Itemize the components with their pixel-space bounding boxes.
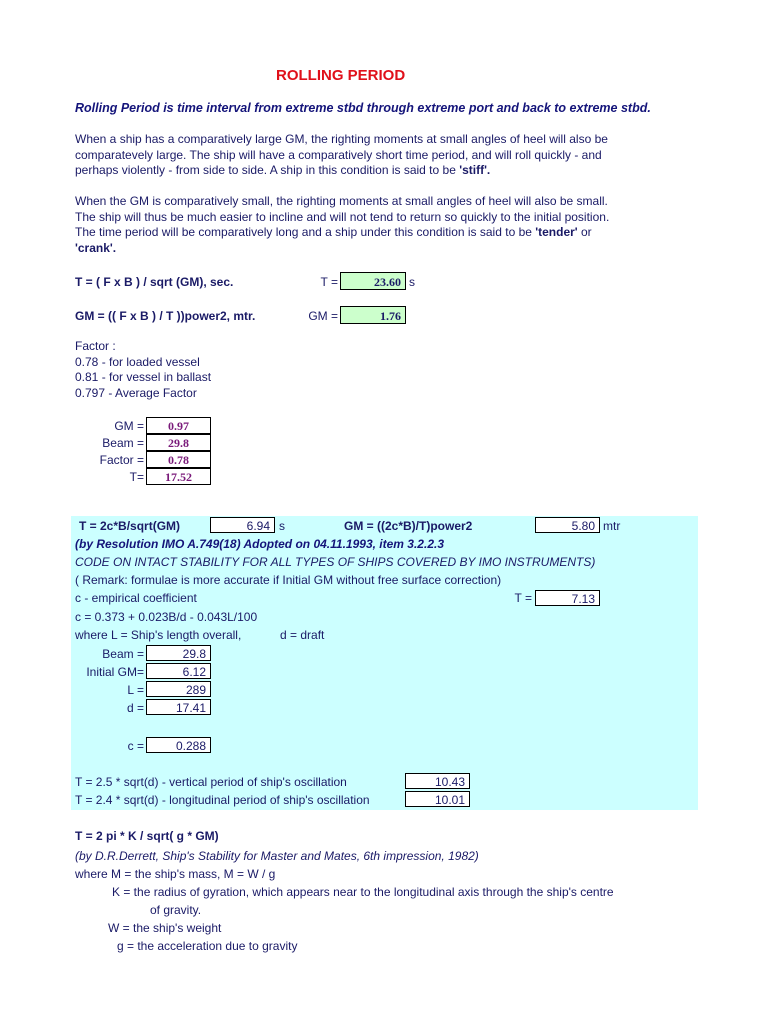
imo-resolution: (by Resolution IMO A.749(18) Adopted on 04.11.1993, item 3.2.2.3 (75, 537, 444, 551)
para2-line1: When the GM is comparatively small, the righting moments at small angles of heel will also be small. (75, 194, 608, 208)
t-unit: s (409, 275, 415, 289)
imo-c-desc: c - empirical coefficient (75, 591, 197, 605)
imo-initial-gm-label: Initial GM= (86, 665, 144, 679)
derrett-k-line2: of gravity. (150, 903, 202, 917)
gm-input-cell[interactable]: 0.97 (146, 417, 211, 434)
gm-input-label: GM = (114, 419, 144, 433)
derrett-k-line1: K = the radius of gyration, which appears near to the longitudinal axis through the ship's centre (112, 885, 614, 899)
imo-where-l: where L = Ship's length overall, (75, 628, 242, 642)
imo-t2-cell[interactable]: 7.13 (535, 590, 600, 606)
paragraph-tender (75, 194, 609, 256)
t-result-cell[interactable]: 23.60 (340, 272, 406, 290)
formula-gm-text: GM = (( F x B ) / T ))power2, mtr. (75, 309, 256, 323)
imo-where-d: d = draft (280, 628, 325, 642)
page-title: ROLLING PERIOD (276, 67, 406, 84)
t-output-cell[interactable]: 17.52 (146, 468, 211, 485)
imo-longitudinal-cell[interactable]: 10.01 (405, 791, 470, 807)
derrett-g: g = the acceleration due to gravity (117, 939, 298, 953)
imo-draft-label: d = (126, 701, 144, 715)
derrett-w: W = the ship's weight (108, 921, 222, 935)
imo-c-cell[interactable]: 0.288 (146, 737, 211, 753)
beam-input-label: Beam = (102, 436, 144, 450)
derrett-where-m: where M = the ship's mass, M = W / g (75, 867, 276, 881)
imo-vertical-text: T = 2.5 * sqrt(d) - vertical period of ship's oscillation (75, 775, 347, 789)
para2-line2: The ship will thus be much easier to incline and will not tend to return so quickly to the initial position. (75, 209, 610, 224)
imo-formula-t: T = 2c*B/sqrt(GM) (79, 519, 181, 533)
imo-length-label: L = (127, 683, 144, 697)
derrett-source: (by D.R.Derrett, Ship's Stability for Master and Mates, 6th impression, 1982) (75, 849, 479, 863)
formula-t-text: T = ( F x B ) / sqrt (GM), sec. (75, 275, 234, 289)
imo-code: CODE ON INTACT STABILITY FOR ALL TYPES OF SHIPS COVERED BY IMO INSTRUMENTS) (75, 555, 596, 569)
para1-line3 (75, 163, 608, 179)
factor-input-label: Factor = (99, 453, 144, 467)
derrett-formula: T = 2 pi * K / sqrt( g * GM) (75, 829, 219, 843)
factor-item: 0.797 - Average Factor (75, 385, 197, 400)
imo-gm-unit: mtr (603, 519, 621, 533)
para2-line3-text: The time period will be comparatively long and a ship under this condition is said to be (75, 225, 536, 239)
gm-result-cell[interactable]: 1.76 (340, 306, 406, 324)
para2-or: or (577, 225, 592, 239)
imo-beam-cell[interactable]: 29.8 (146, 645, 211, 661)
stiff-term: 'stiff'. (459, 163, 491, 177)
beam-input-cell[interactable]: 29.8 (146, 434, 211, 451)
imo-vertical-cell[interactable]: 10.43 (405, 773, 470, 789)
imo-c-formula: c = 0.373 + 0.023B/d - 0.043L/100 (75, 610, 258, 624)
factor-item: 0.81 - for vessel in ballast (75, 370, 212, 384)
imo-t-cell[interactable]: 6.94 (210, 517, 275, 533)
paragraph-stiff (75, 132, 608, 179)
imo-draft-cell[interactable]: 17.41 (146, 699, 211, 715)
imo-longitudinal-text: T = 2.4 * sqrt(d) - longitudinal period of ship's oscillation (75, 793, 370, 807)
factor-heading: Factor : (75, 339, 116, 353)
factor-item: 0.78 - for loaded vessel (75, 354, 200, 369)
para1-line1: When a ship has a comparatively large GM, the righting moments at small angles of heel will also be (75, 132, 608, 146)
para2-line3 (75, 225, 609, 241)
tender-term: 'tender' (535, 225, 578, 239)
imo-initial-gm-cell[interactable]: 6.12 (146, 663, 211, 679)
para1-line2: comparatevely large. The ship will have a comparatively short time period, and will roll quickly - and (75, 147, 602, 162)
t-input-label: T= (129, 470, 144, 484)
formula-t-label: T = (320, 275, 338, 289)
imo-remark: ( Remark: formulae is more accurate if Initial GM without free surface correction) (75, 573, 502, 587)
formula-gm-label: GM = (308, 309, 338, 323)
imo-c-label: c = (127, 739, 144, 753)
imo-t-unit: s (279, 519, 285, 533)
imo-gm-cell[interactable]: 5.80 (535, 517, 600, 533)
imo-formula-gm: GM = ((2c*B)/T)power2 (344, 519, 473, 533)
para1-line3-text: perhaps violently - from side to side. A ship in this condition is said to be (75, 163, 460, 177)
crank-term: 'crank'. (75, 240, 117, 255)
factor-list (75, 339, 211, 401)
imo-length-cell[interactable]: 289 (146, 681, 211, 697)
imo-t2-label: T = (514, 591, 532, 605)
factor-input-cell[interactable]: 0.78 (146, 451, 211, 468)
imo-beam-label: Beam = (102, 647, 144, 661)
definition-text: Rolling Period is time interval from extreme stbd through extreme port and back to extreme stbd. (75, 101, 651, 115)
